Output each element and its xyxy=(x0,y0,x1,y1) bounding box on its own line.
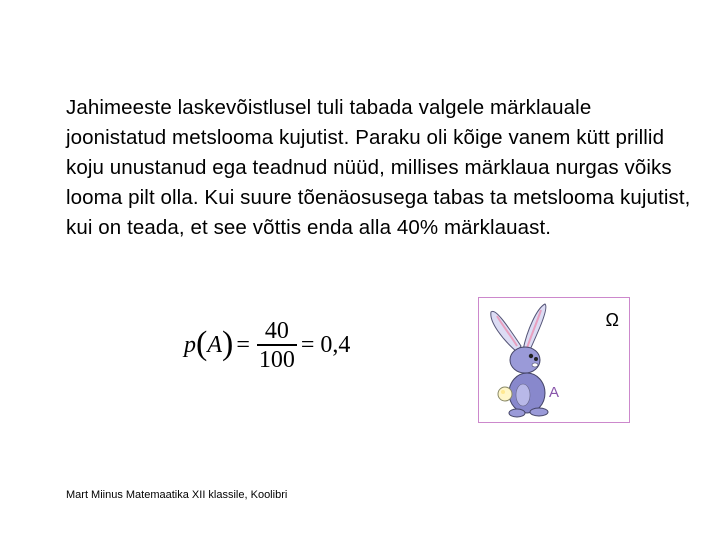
event-a-label: A xyxy=(549,384,560,401)
formula-result: = 0,4 xyxy=(300,332,351,359)
formula-fraction xyxy=(257,318,297,374)
formula-function: p xyxy=(184,332,196,359)
formula-equals: = xyxy=(236,332,250,359)
probability-formula xyxy=(184,318,350,374)
formula-event: A xyxy=(207,332,222,359)
omega-label: Ω xyxy=(605,310,619,330)
rabbit-icon xyxy=(483,300,563,420)
target-figure xyxy=(478,297,630,423)
problem-text: Jahimeeste laskevõistlusel tuli tabada valgele märklauale joonistatud metslooma kujutist. Paraku oli kõige vanem kütt prillid koju unustanud ega teadnud nüüd, millises märklaua nurgas võiks looma pilt olla. Kui suure tõenäosusega tabas ta metslooma kujutist, kui on teada, et see võttis enda alla 40% märklauast. xyxy=(66,96,691,239)
fraction-denominator: 100 xyxy=(258,346,295,373)
fraction-numerator: 40 xyxy=(264,318,289,344)
formula-close-paren: ) xyxy=(222,324,234,362)
formula-open-paren: ( xyxy=(196,324,208,362)
footer-source: Mart Miinus Matemaatika XII klassile, Koolibri xyxy=(66,489,288,501)
